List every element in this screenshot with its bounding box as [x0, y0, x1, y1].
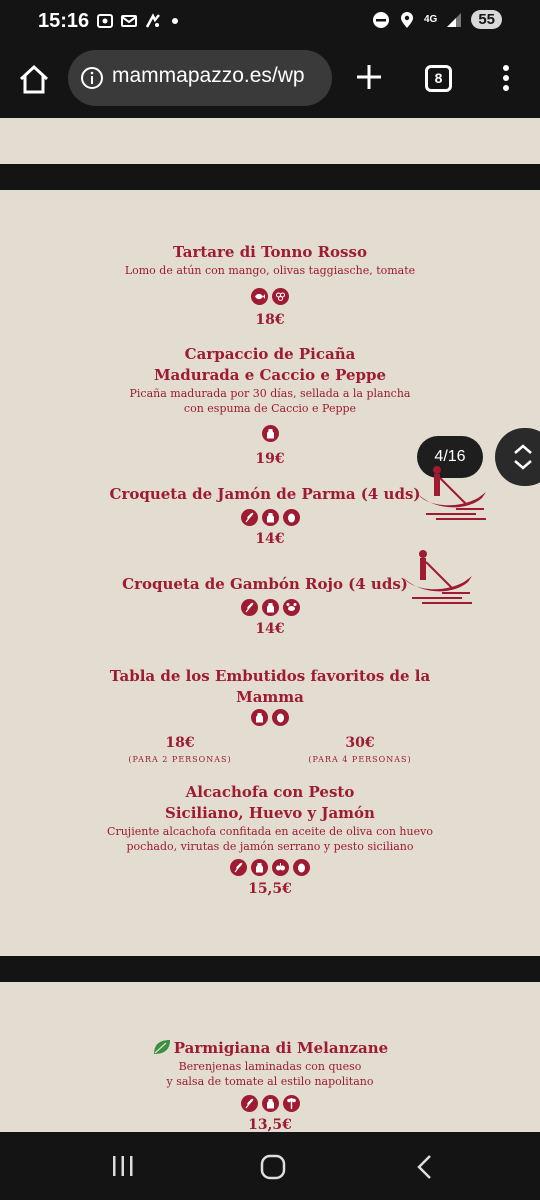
allergen-icons: [0, 1095, 540, 1112]
overflow-menu-icon[interactable]: [494, 62, 518, 94]
dish-item: [0, 782, 540, 898]
dish-name-line2: Mamma: [236, 688, 304, 706]
price-option: [120, 734, 240, 764]
status-time: 15:16: [38, 10, 90, 32]
home-icon[interactable]: [16, 62, 52, 98]
location-icon: [398, 11, 416, 29]
milk-icon: [262, 509, 279, 526]
dish-price: 15,5€: [248, 881, 292, 897]
dish-description: Lomo de atún con mango, olivas taggiasche, tomate: [124, 264, 416, 277]
url-text[interactable]: mammapazzo.es/wp: [112, 64, 305, 87]
dish-price: 30€: [345, 735, 375, 751]
milk-icon: [262, 1095, 279, 1112]
price-option: [300, 734, 420, 764]
dnd-icon: [372, 11, 390, 29]
network-type: 4G: [423, 14, 438, 25]
gondola-icon: [416, 464, 488, 522]
new-tab-icon[interactable]: [354, 62, 384, 92]
milk-icon: [262, 599, 279, 616]
more-notifications-dot: [172, 18, 178, 24]
battery-indicator: 55: [471, 10, 502, 29]
browser-toolbar: [0, 44, 540, 118]
milk-icon: [251, 859, 268, 876]
system-nav-bar: [0, 1132, 540, 1200]
dish-price: 18€: [165, 735, 195, 751]
nuts-icon: [272, 859, 289, 876]
back-icon[interactable]: [414, 1154, 434, 1180]
dish-name-row: [0, 1038, 540, 1059]
gluten-icon: [241, 509, 258, 526]
caixabank-icon: [144, 12, 162, 30]
scroll-arrows-button[interactable]: [495, 428, 540, 486]
tab-switcher-button[interactable]: 8: [425, 65, 452, 92]
dish-name-line2: Madurada e Caccio e Peppe: [153, 366, 387, 384]
allergen-icons: [0, 288, 540, 305]
price-note: (PARA 4 PERSONAS): [308, 755, 412, 764]
dish-description-line1: Crujiente alcachofa confitada en aceite de oliva con huevo: [107, 825, 433, 838]
dish-price: 19€: [255, 451, 285, 467]
dish-description-line1: Berenjenas laminadas con queso: [178, 1060, 362, 1073]
egg-icon: [293, 859, 310, 876]
dish-price: 14€: [255, 531, 285, 547]
dish-description-line2: con espuma de Caccio e Peppe: [183, 402, 357, 415]
dish-item: [0, 666, 540, 764]
menu-page: [0, 118, 540, 1132]
dish-name: Croqueta de Jamón de Parma (4 uds): [109, 485, 421, 503]
gondola-icon: [402, 548, 474, 606]
gluten-icon: [241, 599, 258, 616]
signal-icon: [445, 11, 463, 29]
dish-name: Parmigiana di Melanzane: [173, 1039, 389, 1057]
celery-icon: [283, 1095, 300, 1112]
mustard-icon: [272, 288, 289, 305]
vegetarian-leaf-icon: [152, 1038, 172, 1056]
egg-icon: [283, 509, 300, 526]
home-nav-icon[interactable]: [260, 1154, 286, 1180]
site-info-icon[interactable]: [80, 66, 104, 90]
dish-price: 13,5€: [248, 1117, 292, 1132]
dish-name-line1: Alcachofa con Pesto: [185, 783, 355, 801]
gluten-icon: [230, 859, 247, 876]
status-bar: [0, 0, 540, 44]
allergen-icons: [0, 709, 540, 726]
fish-icon: [251, 288, 268, 305]
dish-description-line1: Picaña madurada por 30 días, sellada a la plancha: [129, 387, 411, 400]
dish-price: 18€: [255, 312, 285, 328]
system-icons: [372, 10, 502, 29]
price-note: (PARA 2 PERSONAS): [128, 755, 232, 764]
dish-item: [0, 242, 540, 329]
dish-price: 14€: [255, 621, 285, 637]
mail-icon: [120, 12, 138, 30]
allergen-icons: [0, 859, 540, 876]
egg-icon: [272, 709, 289, 726]
milk-icon: [251, 709, 268, 726]
dish-description-line2: y salsa de tomate al estilo napolitano: [166, 1075, 374, 1088]
crustacean-icon: [283, 599, 300, 616]
dish-description-line2: pochado, virutas de jamón serrano y pesto siciliano: [126, 840, 414, 853]
section-divider: [0, 956, 540, 982]
dish-name-line1: Tabla de los Embutidos favoritos de la: [109, 667, 431, 685]
dish-name-line2: Siciliano, Huevo y Jamón: [165, 804, 375, 822]
section-divider: [0, 164, 540, 190]
page-indicator: 4/16: [417, 436, 483, 478]
recent-apps-icon[interactable]: [110, 1154, 136, 1178]
price-options: [0, 734, 540, 764]
dish-name: Tartare di Tonno Rosso: [173, 243, 367, 261]
address-bar[interactable]: [68, 50, 332, 106]
dish-name-line1: Carpaccio de Picaña: [184, 345, 356, 363]
gluten-icon: [241, 1095, 258, 1112]
screenshot-icon: [96, 12, 114, 30]
milk-icon: [262, 425, 279, 442]
chevron-up-down-icon: [512, 442, 534, 472]
dish-item: [0, 1038, 540, 1132]
notification-icons: [96, 12, 178, 30]
dish-name: Croqueta de Gambón Rojo (4 uds): [122, 575, 408, 593]
